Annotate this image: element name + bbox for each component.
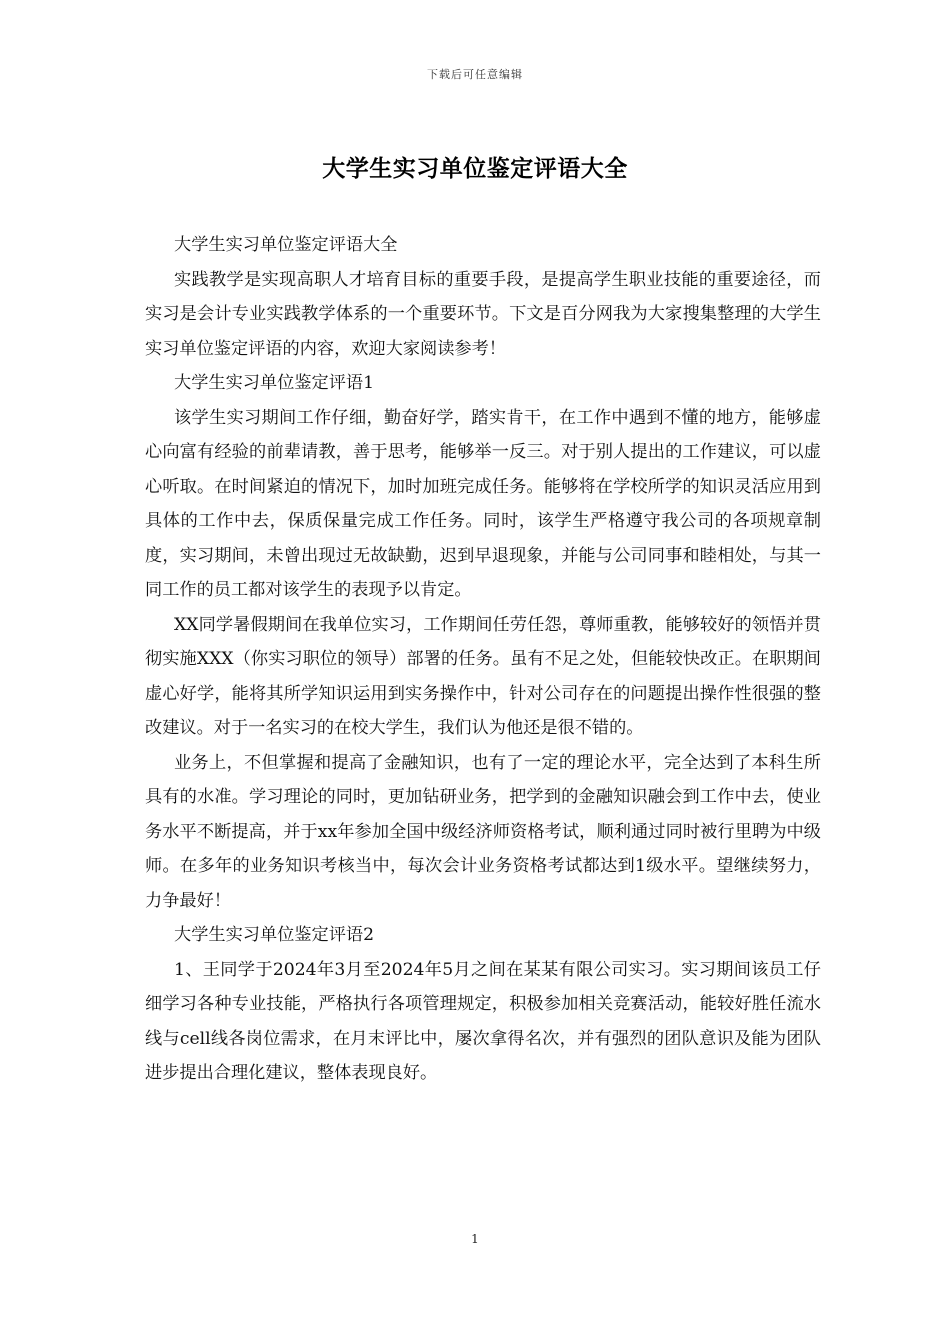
document-body [145,228,821,1091]
paragraph-evaluation-4: 1、王同学于2024年3月至2024年5月之间在某某有限公司实习。实习期间该员工仔细学习各种专业技能，严格执行各项管理规定，积极参加相关竞赛活动，能较好胜任流水线与cell线各岗位需求，在月末评比中，屡次拿得名次，并有强烈的团队意识及能为团队进步提出合理化建议，整体表现良好。 [145,959,821,1083]
paragraph-intro: 实践教学是实现高职人才培育目标的重要手段，是提高学生职业技能的重要途径，而实习是会计专业实践教学体系的一个重要环节。下文是百分网我为大家搜集整理的大学生实习单位鉴定评语的内容，欢迎大家阅读参考！ [145,269,821,359]
paragraph-subtitle: 大学生实习单位鉴定评语大全 [174,235,398,255]
paragraph-evaluation-3: 业务上，不但掌握和提高了金融知识，也有了一定的理论水平，完全达到了本科生所具有的水准。学习理论的同时，更加钻研业务，把学到的金融知识融会到工作中去，使业务水平不断提高，并于xx年参加全国中级经济师资格考试，顺利通过同时被行里聘为中级师。在多年的业务知识考核当中，每次会计业务资格考试都达到1级水平。望继续努力，力争最好！ [145,752,821,911]
header-note: 下载后可任意编辑 [427,68,523,81]
section-heading-1: 大学生实习单位鉴定评语1 [174,373,374,393]
page-number: 1 [471,1232,479,1246]
section-heading-2: 大学生实习单位鉴定评语2 [174,925,374,945]
page-title: 大学生实习单位鉴定评语大全 [322,155,628,182]
paragraph-evaluation-1: 该学生实习期间工作仔细，勤奋好学，踏实肯干，在工作中遇到不懂的地方，能够虚心向富有经验的前辈请教，善于思考，能够举一反三。对于别人提出的工作建议，可以虚心听取。在时间紧迫的情况下，加时加班完成任务。能够将在学校所学的知识灵活应用到具体的工作中去，保质保量完成工作任务。同时，该学生严格遵守我公司的各项规章制度，实习期间，未曾出现过无故缺勤，迟到早退现象，并能与公司同事和睦相处，与其一同工作的员工都对该学生的表现予以肯定。 [145,407,821,600]
paragraph-evaluation-2: XX同学暑假期间在我单位实习，工作期间任劳任怨，尊师重教，能够较好的领悟并贯彻实施XXX（你实习职位的领导）部署的任务。虽有不足之处，但能较快改正。在职期间虚心好学，能将其所学知识运用到实务操作中，针对公司存在的问题提出操作性很强的整改建议。对于一名实习的在校大学生，我们认为他还是很不错的。 [145,614,821,738]
